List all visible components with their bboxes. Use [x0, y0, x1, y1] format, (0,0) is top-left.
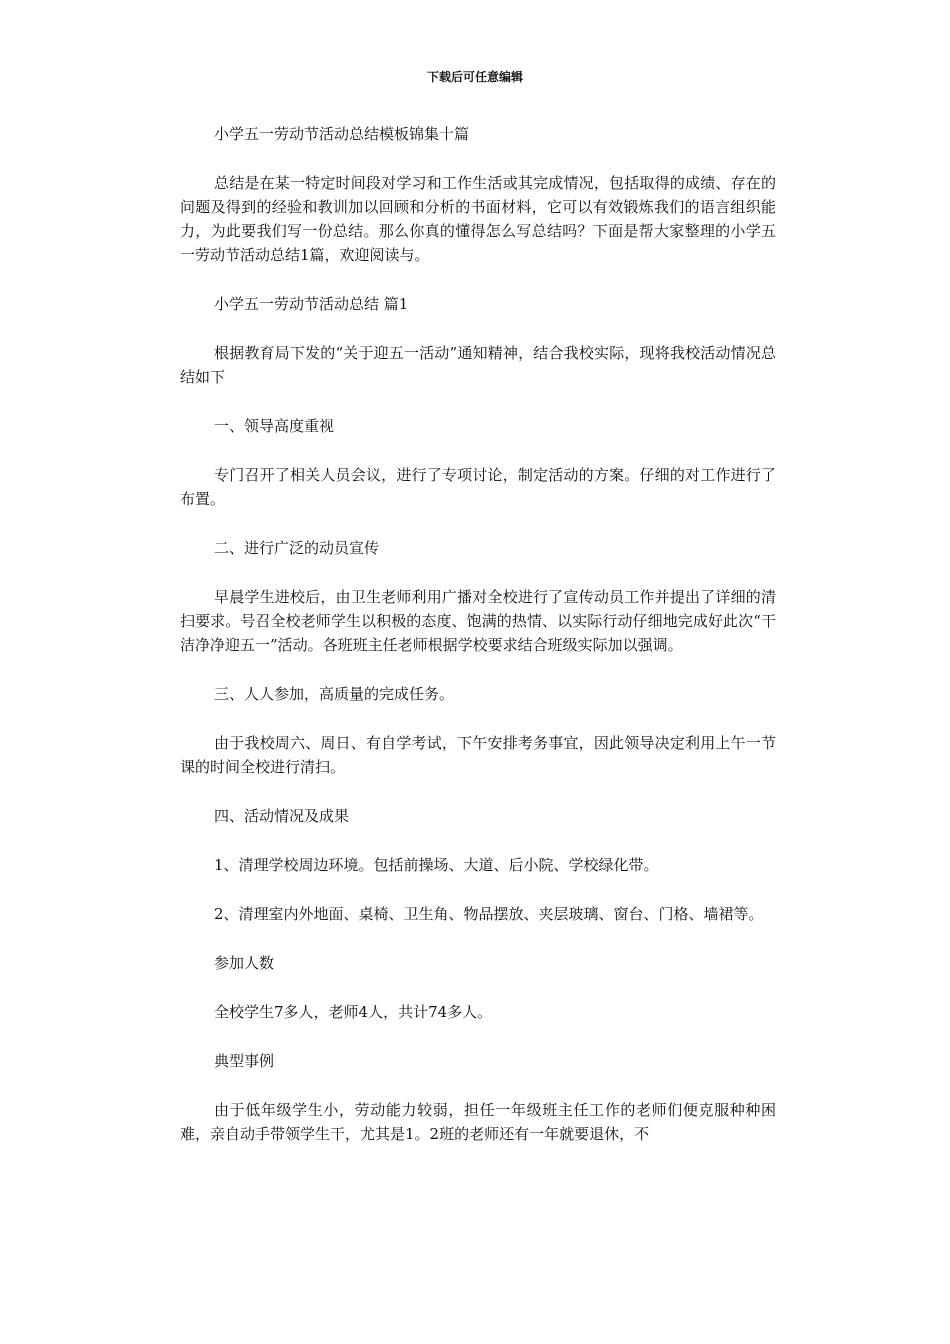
paragraph: 全校学生7多人，老师4人，共计74多人。 — [214, 1003, 493, 1021]
heading-leadership: 一、领导高度重视 — [214, 417, 335, 435]
heading-publicity: 二、进行广泛的动员宣传 — [214, 539, 380, 557]
heading-examples: 典型事例 — [214, 1052, 275, 1070]
paragraph: 由于低年级学生小，劳动能力较弱，担任一年级班主任工作的老师们便克服种种困难，亲自动手带领学生干，尤其是1。2班的老师还有一年就要退休，不 — [180, 1101, 776, 1143]
paragraph: 专门召开了相关人员会议，进行了专项讨论，制定活动的方案。仔细的对工作进行了布置。 — [180, 466, 776, 508]
document-title: 小学五一劳动节活动总结模板锦集十篇 — [214, 125, 470, 143]
intro-paragraph: 总结是在某一特定时间段对学习和工作生活或其完成情况，包括取得的成绩、存在的问题及得到的经验和教训加以回顾和分析的书面材料，它可以有效锻炼我们的语言组织能力，为此要我们写一份总结。那么你真的懂得怎么写总结吗？下面是帮大家整理的小学五一劳动节活动总结1篇，欢迎阅读与。 — [180, 174, 776, 264]
list-item: 2、清理室内外地面、桌椅、卫生角、物品摆放、夹层玻璃、窗台、门格、墙裙等。 — [214, 905, 764, 923]
paragraph: 根据教育局下发的“关于迎五一活动”通知精神，结合我校实际，现将我校活动情况总结如下 — [180, 344, 776, 386]
heading-participants: 参加人数 — [214, 954, 275, 972]
heading-participation: 三、人人参加，高质量的完成任务。 — [214, 685, 455, 703]
section-title-part1: 小学五一劳动节活动总结 篇1 — [214, 295, 409, 313]
paragraph: 早晨学生进校后，由卫生老师利用广播对全校进行了宣传动员工作并提出了详细的清扫要求。号召全校老师学生以积极的态度、饱满的热情、以实际行动仔细地完成好此次“干洁净净迎五一”活动。各班班主任老师根据学校要求结合班级实际加以强调。 — [180, 588, 776, 654]
list-item: 1、清理学校周边环境。包括前操场、大道、后小院、学校绿化带。 — [214, 856, 659, 874]
heading-results: 四、活动情况及成果 — [214, 807, 350, 825]
document-body — [180, 122, 776, 1171]
paragraph: 由于我校周六、周日、有自学考试，下午安排考务事宜，因此领导决定利用上午一节课的时间全校进行清扫。 — [180, 734, 776, 776]
header-note: 下载后可任意编辑 — [426, 70, 523, 84]
